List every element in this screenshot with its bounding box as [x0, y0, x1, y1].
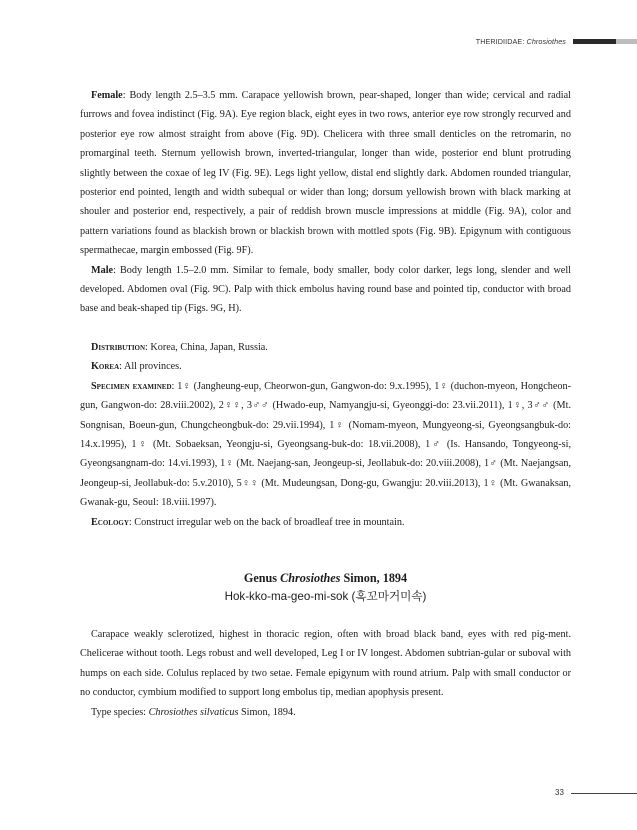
male-text: : Body length 1.5–2.0 mm. Similar to female, body smaller, body color darker, legs long, slender and well developed. Abdomen oval (Fig. 9C). Palp with thick embolus having round base and pointed tip, conductor with broad base and beak-shaped tip (Figs. 9G, H). — [80, 264, 571, 315]
specimens-label: Specimen examined — [91, 380, 172, 392]
specimens-text: : 1♀ (Jangheung-eup, Cheorwon-gun, Gangwon-do: 9.x.1995), 1♀ (duchon-myeon, Hongcheon-gun, Gangwon-do: 28.viii.2002), 2♀♀, 3♂♂ (Hwado-eup, Namyangju-si, Gyeonggi-do: 23.vii.2011), 1♀, 3♂♂ (Mt. Songnisan, Boeun-gun, Chungcheongbuk-do: 29.vii.1994), 1♀ (Nomam-myeon, Mungyeong-si, Gyeongsangbuk-do: 14.x.1995), 1♀ (Mt. Sobaeksan, Yeongju-si, Gyeongsang-buk-do: 18.vii.2008), 1♂ (Is. Hansando, Tongyeong-si, Gyeongsangnam-do: 14.vi.1993), 1♀ (Mt. Naejang-san, Jeongeup-si, Jeollabuk-do: 20.viii.2008), 1♂ (Mt. Naejangsan, Jeongeup-si, Jeollabuk-do: 5.v.2010), 5♀♀ (Mt. Mudeungsan, Dong-gu, Gwangju: 20.viii.2013), 1♀ (Mt. Gwanaksan, Gwanak-gu, Seoul: 18.viii.1997). — [80, 380, 571, 509]
spacer — [80, 319, 571, 338]
korea-paragraph — [80, 357, 571, 376]
female-text: : Body length 2.5–3.5 mm. Carapace yellowish brown, pear-shaped, longer than wide; cervical and radial furrows and fovea indistinct (Fig. 9A). Eye region black, eight eyes in two rows, anterior eye row strongly recurved and posterior eye row almost straight from above (Fig. 9D). Chelicera with three small denticles on the retromarin, no promarginal teeth. Sternum yellowish brown, inverted-triangular, longer than wide, posterior end blunt protruding slightly between the coxae of leg IV (Fig. 9E). Legs light yellow, distal end slightly dark. Abdomen rounded triangular, posterior end pointed, length and width subequal or wider than long; dorsum yellowish brown with black marking at shouler and posterior end, respectively, a pair of reddish brown muscle impressions at middle (Fig. 9A), color and pattern variations found as blackish brown or blackish brown with mottled spots (Fig. 9B). Epigynum with contiguous spermathecae, margin embossed (Fig. 9F). — [80, 90, 571, 257]
header-family: THERIDIIDAE: — [475, 37, 525, 46]
female-paragraph — [80, 86, 571, 261]
running-header-text — [476, 37, 566, 47]
genus-korean-name: Hok-kko-ma-geo-mi-sok (혹꼬마거미속) — [224, 589, 427, 603]
distribution-text: : Korea, China, Japan, Russia. — [145, 341, 268, 353]
ecology-text: : Construct irregular web on the back of broadleaf tree in mountain. — [128, 516, 405, 528]
header-bar-dark — [573, 39, 616, 44]
header-bar-light — [616, 39, 637, 44]
ecology-paragraph — [80, 513, 571, 532]
genus-title — [80, 569, 571, 588]
page-footer — [0, 788, 637, 800]
spacer — [80, 606, 571, 625]
spacer — [80, 551, 571, 569]
male-paragraph — [80, 261, 571, 319]
genus-prefix: Genus — [243, 570, 281, 585]
type-species-prefix: Type species: — [91, 706, 149, 718]
genus-author: Simon, 1894 — [340, 570, 408, 585]
distribution-label: Distribution — [91, 341, 146, 353]
page-number: 33 — [555, 788, 564, 797]
specimens-paragraph — [80, 377, 571, 513]
footer-rule — [571, 793, 637, 794]
header-genus: Chrosiothes — [526, 37, 566, 46]
korea-text: : All provinces. — [119, 361, 182, 373]
female-label: Female — [91, 90, 123, 101]
page-body — [80, 86, 571, 722]
spacer — [80, 532, 571, 551]
ecology-label: Ecology — [91, 516, 129, 528]
header-bar — [573, 39, 637, 44]
genus-name: Chrosiothes — [280, 570, 341, 585]
male-label: Male — [91, 264, 114, 276]
type-species-author: Simon, 1894. — [238, 706, 296, 718]
korea-label: Korea — [91, 361, 120, 373]
distribution-paragraph — [80, 338, 571, 357]
type-species-paragraph — [80, 703, 571, 722]
type-species-name: Chrosiothes silvaticus — [148, 706, 239, 718]
running-header — [0, 37, 637, 49]
genus-description: Carapace weakly sclerotized, highest in thoracic region, often with broad black band, eyes with red pig-ment. Chelicerae without tooth. Legs robust and well developed, Leg I or IV longest. Abdomen subtrian-gular or suboval with humps on each side. Colulus replaced by two setae. Female epigynum with round atrium. Palp with small conductor or no conductor, cymbium modified to support long embolus tip, median apophysis present. — [80, 628, 571, 699]
